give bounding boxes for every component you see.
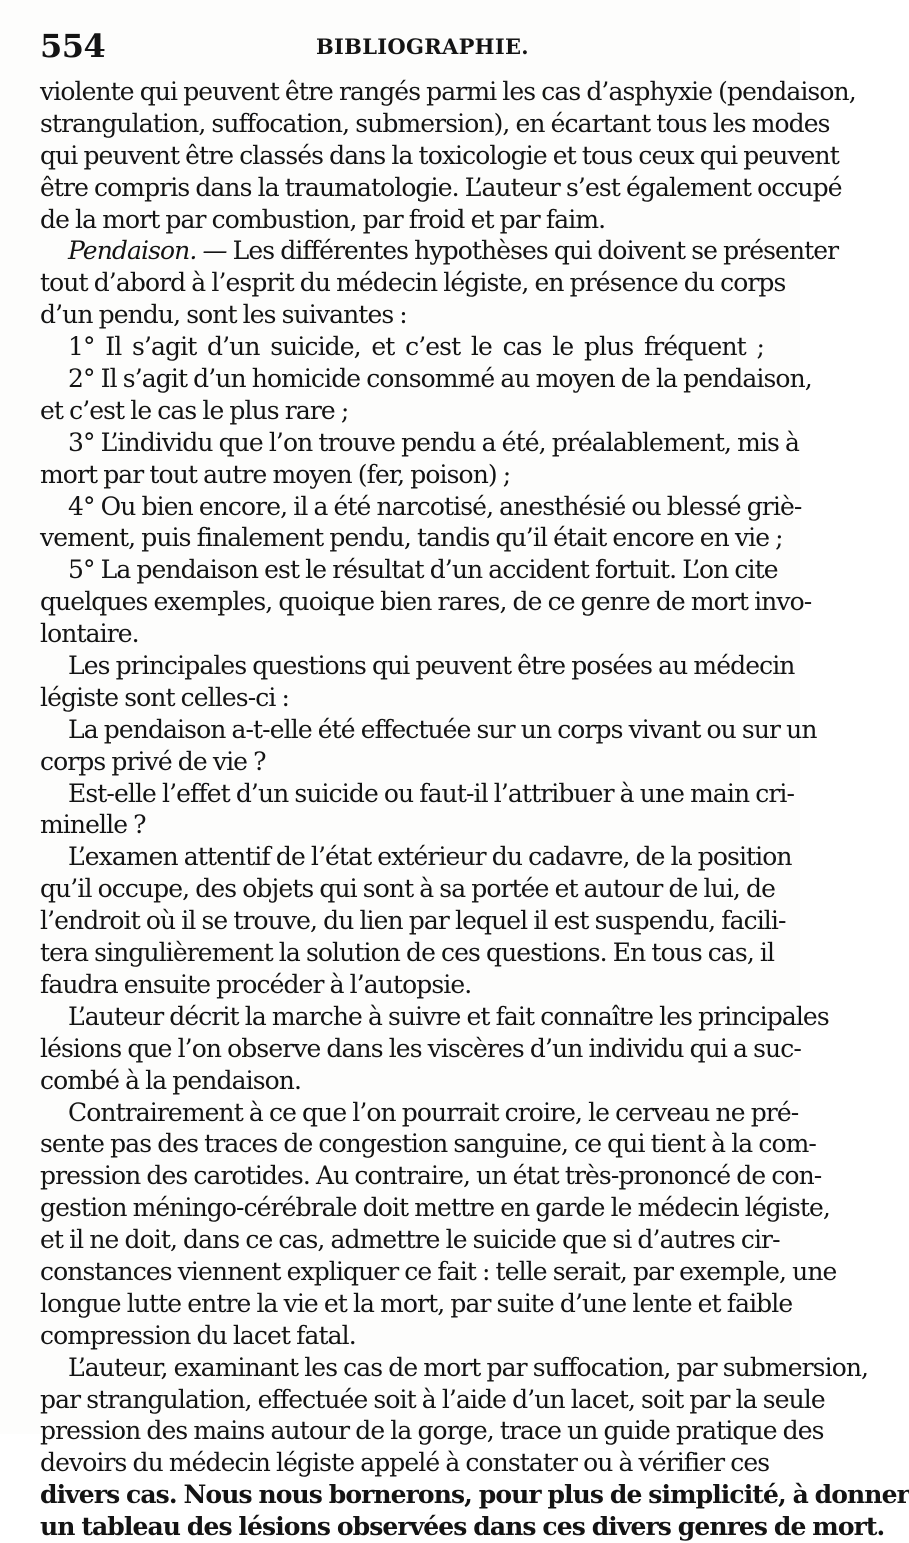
text-line: 3° L’individu que l’on trouve pendu a été, préalablement, mis à bbox=[68, 427, 799, 457]
text-line: et il ne doit, dans ce cas, admettre le suicide que si d’autres cir- bbox=[40, 1225, 780, 1255]
text-line: La pendaison a-t-elle été effectuée sur un corps vivant ou sur un bbox=[68, 714, 817, 744]
text-line: strangulation, suffocation, submersion), en écartant tous les modes bbox=[40, 108, 830, 138]
text-line: d’un pendu, sont les suivantes : bbox=[40, 300, 407, 330]
text-line: Les principales questions qui peuvent être posées au médecin bbox=[68, 651, 795, 681]
text-line: être compris dans la traumatologie. L’auteur s’est également occupé bbox=[40, 172, 842, 202]
text-line: 1° Il s’agit d’un suicide, et c’est le cas le plus fréquent ; bbox=[68, 332, 764, 362]
text-line: L’examen attentif de l’état extérieur du cadavre, de la position bbox=[68, 842, 792, 872]
text-line: corps privé de vie ? bbox=[40, 746, 266, 776]
text-line: gestion méningo-cérébrale doit mettre en garde le médecin légiste, bbox=[40, 1193, 830, 1223]
text-line: longue lutte entre la vie et la mort, par suite d’une lente et faible bbox=[40, 1288, 793, 1318]
text-line: sente pas des traces de congestion sanguine, ce qui tient à la com- bbox=[40, 1129, 816, 1159]
text-line: lésions que l’on observe dans les viscères d’un individu qui a suc- bbox=[40, 1033, 801, 1063]
text-line: 4° Ou bien encore, il a été narcotisé, anesthésié ou blessé griè- bbox=[68, 491, 802, 521]
section-lead-pendaison: Pendaison. — bbox=[68, 236, 227, 266]
text-line: constances viennent expliquer ce fait : telle serait, par exemple, une bbox=[40, 1256, 837, 1286]
text-line: légiste sont celles-ci : bbox=[40, 682, 290, 712]
text-line: Contrairement à ce que l’on pourrait croire, le cerveau ne pré- bbox=[68, 1097, 799, 1127]
text-line: 2° Il s’agit d’un homicide consommé au moyen de la pendaison, bbox=[68, 364, 812, 394]
text-line: violente qui peuvent être rangés parmi les cas d’asphyxie (pendaison, bbox=[40, 77, 856, 106]
text-line: compression du lacet fatal. bbox=[40, 1320, 356, 1350]
text-line: L’auteur, examinant les cas de mort par suffocation, par submersion, bbox=[68, 1352, 869, 1382]
text-line: tout d’abord à l’esprit du médecin légiste, en présence du corps bbox=[40, 268, 786, 298]
text-line: qui peuvent être classés dans la toxicologie et tous ceux qui peuvent bbox=[40, 140, 839, 170]
text-line: tera singulièrement la solution de ces questions. En tous cas, il bbox=[40, 938, 775, 968]
text-line: qu’il occupe, des objets qui sont à sa portée et autour de lui, de bbox=[40, 874, 775, 904]
text-line: lontaire. bbox=[40, 619, 139, 649]
text-line-pendaison bbox=[40, 235, 839, 267]
text-line: et c’est le cas le plus rare ; bbox=[40, 395, 349, 425]
body-text bbox=[40, 76, 909, 1543]
text-line: L’auteur décrit la marche à suivre et fait connaître les principales bbox=[68, 1001, 829, 1031]
text-line: pression des carotides. Au contraire, un état très-prononcé de con- bbox=[40, 1161, 822, 1191]
page-number: 554 bbox=[40, 27, 106, 65]
text-line: divers cas. Nous nous bornerons, pour plus de simplicité, à donner bbox=[40, 1480, 909, 1510]
text-line: l’endroit où il se trouve, du lien par lequel il est suspendu, facili- bbox=[40, 906, 786, 936]
text-line: pression des mains autour de la gorge, trace un guide pratique des bbox=[40, 1416, 824, 1446]
text-line-continued: Les différentes hypothèses qui doivent se présenter bbox=[232, 236, 839, 266]
text-line: faudra ensuite procéder à l’autopsie. bbox=[40, 969, 472, 999]
text-line: Est-elle l’effet d’un suicide ou faut-il l’attribuer à une main cri- bbox=[68, 778, 795, 808]
text-line: de la mort par combustion, par froid et par faim. bbox=[40, 204, 606, 234]
text-line: minelle ? bbox=[40, 810, 146, 840]
text-line: vement, puis finalement pendu, tandis qu’il était encore en vie ; bbox=[40, 523, 783, 553]
text-line: quelques exemples, quoique bien rares, de ce genre de mort invo- bbox=[40, 587, 812, 617]
text-line: 5° La pendaison est le résultat d’un accident fortuit. L’on cite bbox=[68, 555, 778, 585]
page-header bbox=[40, 26, 780, 66]
text-line: devoirs du médecin légiste appelé à constater ou à vérifier ces bbox=[40, 1448, 770, 1478]
text-line: combé à la pendaison. bbox=[40, 1065, 302, 1095]
text-line: un tableau des lésions observées dans ces divers genres de mort. bbox=[40, 1512, 885, 1542]
text-line: mort par tout autre moyen (fer, poison) ; bbox=[40, 459, 511, 489]
running-head: BIBLIOGRAPHIE. bbox=[316, 34, 529, 59]
text-line: par strangulation, effectuée soit à l’aide d’un lacet, soit par la seule bbox=[40, 1384, 825, 1414]
